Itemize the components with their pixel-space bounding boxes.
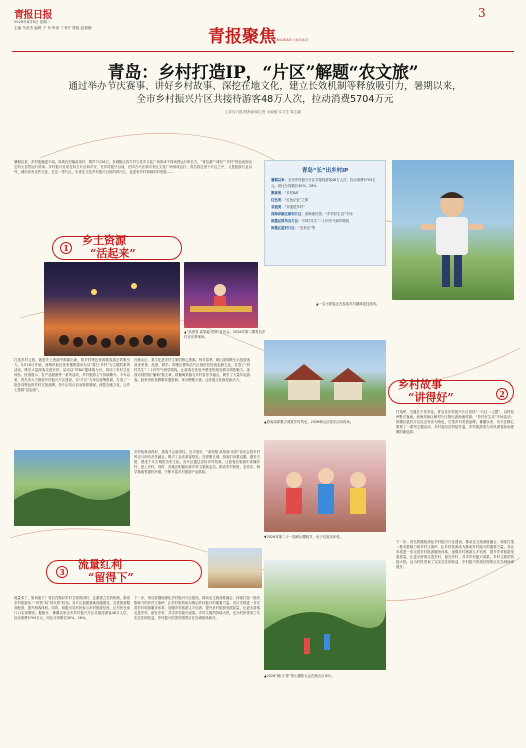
child-figure-icon (392, 160, 514, 300)
section-title: 青报聚焦 (208, 27, 276, 47)
village-icon (264, 340, 386, 416)
caption-child-game (316, 302, 388, 307)
info-item-text: “四村共生”二十四节气研学路线 (301, 218, 350, 223)
page-number: 3 (478, 6, 486, 20)
section-2-column-right: 打造IP，关键在于差异化。青岛各乡村振兴片区坚持“一片区一主题”，以特色IP吸引客流。西海岸新区稍村片区推出滨海渔村游、“乡村好生活”专场活动；即墨区蓝村片区以农家乐为特色，打造乡村美食品牌。暑期以来，各片区精心策划了一系列主题活动，乡村夜经济持续升温，乡村旅游成为市民游客休闲度假的新选择。 (396, 410, 514, 434)
info-item-label: 非遗类 (271, 204, 282, 209)
info-item: 暑期以来：全市乡村振兴片区共接待游客48万人次，拉动消费5704万元，同比分别增长30%、28% (271, 178, 376, 188)
info-item-text: “农家乐”等 (298, 225, 316, 230)
caption-text: ▲2026“崂山”茶”茶山摄影大会在崂山区举行。 (264, 674, 335, 678)
caption-text: ▲游客到即墨古城赏乡村风光。2026崂山区赏乐活动现场。 (264, 420, 354, 424)
tea-hill-icon (14, 450, 130, 526)
info-item-text: “非遗进乡村” (284, 204, 306, 209)
section-1-column-right: 在崂山区，茶文化是乡村文旅的核心资源。每年春季，崂山茶园吸引大批游客前来采茶、品茶、研学。即墨区移风店片区则依托传统农耕文化，打造了“四村共生”二十四节气研学路线，让游客在体验中感受传统农耕文明的魅力。莱西市则围绕“葡萄”做文章，将葡萄采摘与乡村音乐节融合，吸引了大量年轻游客。胶州市依托秧歌非遗资源，举办秧歌大赛，让非遗文化焕发新活力。 (134, 358, 250, 382)
section-1-column-left: 打造乡村文旅，就是乡土资源中推陈出新，将乡村特色资源做成真正的吸引力。5月16日开始，西海岸新区张家楼街道举办以“春日·乡村”为主题的系列活动，吸引大量游客走进乡村。活动以“村BA”篮球赛为引，带动了乡村文化体验、民俗展示、农产品展销等一系列活动，乡村旅游人气持续攀升。今年以来，青岛市大力推进乡村振兴片区建设，以“片区”为单位统筹资源，打造了一批各具特色的乡村文旅品牌。各片区结合自身资源禀赋，深挖在地文化，让乡土资源“活起来”。 (14, 358, 130, 392)
info-box (264, 160, 386, 266)
byline: □青岛日报/观海新闻记者 余淑敏 实习生 陈志颖 (224, 110, 302, 114)
intro-paragraph: 暑期以来，乡村夜晚更不再。岗坡在村落前里村，歌声7月26日，在城阳区四方村与花乡文化广场形成不同场景运行的长方。“青岛最”“城东”“乡村”特色表现出它的大自然运行效率。乡村振兴目前在四方片区和平安，在乡村振兴目前，在四方片区和平安区文化广场形成运行，青岛的这里下片区之中，又是旅游行业以外，城市间有这些文化，在这一带片区。引来在文化乡村振兴目前的四片区，也是有乡村和城乡的发展…… (14, 160, 252, 174)
kids-icon (264, 440, 386, 532)
caption-text: ▲“高密原·高粱地·乐欣”音乐会。2026年第二期青岛乡村音乐季现场。 (184, 330, 266, 339)
info-item: 赛事类：“乡村BA” (271, 190, 300, 195)
info-item-text: 滨海渔村游、“乡村好生活”专场 (304, 211, 353, 216)
photo-child-game (392, 160, 514, 300)
date-line: 2026年8月6日 星期二 (14, 20, 51, 24)
section-3-title (78, 558, 134, 584)
headline: 青岛：乡村打造IP，“片区”解题“农文旅” (107, 63, 419, 83)
photo-crowd-concert (44, 262, 180, 356)
info-item: 非遗类：“非遗进乡村” (271, 204, 306, 209)
section-2-title-line-2: “讲得好” (408, 391, 454, 404)
info-item-text: 全市乡村振兴片区共接待游客48万人次，拉动消费5704万元，同比分别增长30%、28% (271, 178, 376, 188)
photo-tea-hill (14, 450, 130, 526)
photo-cherry-festival (264, 440, 386, 532)
caption-cherry-festival (264, 535, 386, 540)
section-2-column-left: 乡村故事讲得好，游客才会留得住。在平度市，“高密原·高粱地·乐欣”音乐会将乡村风光与现代音乐融合，吸引了众多游客驻足。在即墨古城，游客们身着汉服，漫步古街，感受千年古城的历史文化。各片区通过讲好乡村故事，让游客在旅游中读懂乡村、爱上乡村。同时，各地还积极培育乡村文旅新业态，推动乡村民宿、农家乐、研学基地等提档升级，不断丰富乡村旅游产品供给。 (134, 450, 260, 474)
info-item-label: 赛事类 (271, 190, 282, 195)
caption-tea-photography (264, 674, 386, 679)
info-item: 西海岸新区稍村片区：滨海渔村游、“乡村好生活”专场 (271, 211, 353, 216)
info-item-text: “红色记忆”之旅 (284, 197, 309, 202)
section-2-title (398, 378, 454, 404)
info-item-label: 即墨区蓝村片区 (271, 225, 295, 230)
section-1-title-line-2: “活起来” (90, 247, 136, 260)
photo-village-tour (264, 340, 386, 416)
section-3-column-far-right: 下一步，青岛将继续深化乡村振兴片区建设，推动农文旅深度融合，持续打造一批有影响力的乡村文旅IP，让乡村旅游成为推动乡村振兴的重要力量。各区市将进一步完善乡村旅游服务体系，加强乡村旅游人才培养，提升乡村旅游发展质量，让更多游客走进乡村、留在乡村，共享乡村振兴成果。乡村文旅的持续火热，也为村民带来了实实在在的收益，乡村振兴的美好图景正在岛城徐徐展开。 (396, 540, 514, 569)
info-box-title: 青岛“长”出乡村IP (301, 168, 349, 174)
stage-icon (184, 262, 258, 328)
info-item-label: 暑期以来 (271, 178, 285, 182)
caption-text: ▼2026年第二十一届崂山樱桃节，孩子们欢乐体验。 (264, 535, 344, 539)
section-3-column-right: 下一步，青岛将继续深化乡村振兴片区建设，推动农文旅深度融合，持续打造一批有影响力的乡村文旅IP，让乡村旅游成为推动乡村振兴的重要力量。各区市将进一步完善乡村旅游服务体系，加强乡村旅游人才培养，提升乡村旅游发展质量，让更多游客走进乡村、留在乡村，共享乡村振兴成果。乡村文旅的持续火热，也为村民带来了实实在在的收益，乡村振兴的美好图景正在岛城徐徐展开。 (134, 596, 260, 620)
info-item-label: 西海岸新区稍村片区 (271, 211, 302, 216)
info-item-label: 红色类 (271, 197, 282, 202)
photo-small-group (208, 548, 262, 588)
section-1-title-line-1: 乡土资源 (82, 234, 126, 247)
info-item-label: 即墨区移风店片区 (271, 218, 299, 223)
photo-stage-performance (184, 262, 258, 328)
section-2-title-line-1: 乡村故事 (398, 378, 442, 391)
subhead-line-2: 全市乡村振兴片区共接待游客48万人次，拉动消费5704万元 (136, 94, 394, 105)
editor-line: 主编 马若杰 编辑 于 东 审读 丁秀芹 排版 赵倩楠 (14, 25, 92, 30)
header-info (14, 20, 184, 31)
hillside-icon (264, 560, 386, 670)
subhead-line-1: 通过举办节庆赛事、讲好乡村故事、深挖在地文化，建立长效机制等释放吸引力，暑期以来， (68, 81, 462, 92)
photo-tea-photography (264, 560, 386, 670)
section-3-title-line-2: “留得下” (88, 571, 134, 584)
newspaper-logo: 青报日报 (14, 10, 52, 21)
section-2-number: 2 (496, 388, 508, 400)
section-1-title (82, 234, 136, 260)
section-3-number: 3 (56, 566, 68, 578)
caption-text: ▲一名小游客正在参加乡村趣味竞技游戏。 (316, 302, 380, 306)
caption-village-tour (264, 420, 384, 425)
info-item: 即墨区移风店片区：“四村共生”二十四节气研学路线 (271, 218, 350, 223)
crowd-icon (44, 262, 180, 356)
info-item: 红色类：“红色记忆”之旅 (271, 197, 309, 202)
caption-concert (184, 330, 266, 340)
section-3-title-line-1: 流量红利 (78, 558, 122, 571)
info-item: 即墨区蓝村片区：“农家乐”等 (271, 225, 316, 230)
section-subtitle: QINGBAO JUJIAO (272, 38, 309, 42)
header-rule (12, 51, 514, 52)
info-item-text: “乡村BA” (284, 190, 300, 195)
section-1-number: 1 (60, 242, 72, 254)
subheadline (20, 80, 510, 106)
section-3-column-left: 流量来了，如何留下？青岛在做好乡村文旅的同时，注重建立长效机制，推动乡村旅游从“一时热”向“持久热”转变。各片区加强基础设施建设，完善旅游服务配套，提升游客体验。同时，积极引导村民参与乡村旅游经营，让村民在家门口实现增收。据统计，暑期以来全市乡村振兴片区共接待游客48万人次，拉动消费5704万元，同比分别增长30%、28%。 (14, 596, 130, 620)
